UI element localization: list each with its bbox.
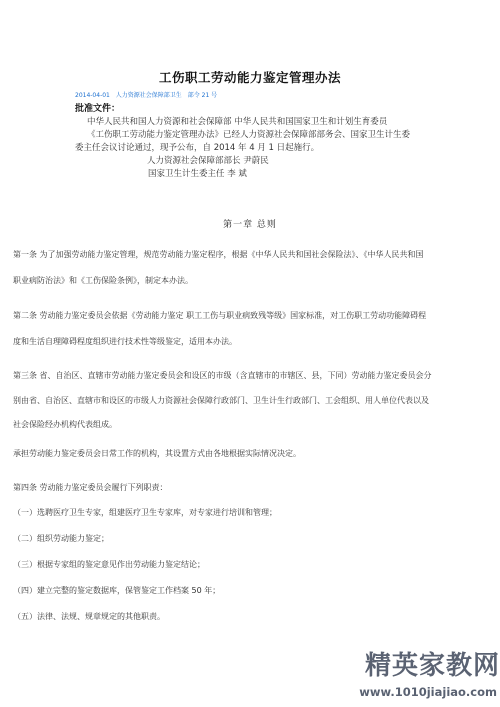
meta-date: 2014-04-01 <box>75 92 110 99</box>
approval-line: 委主任会议讨论通过，现予公布，自 2014 年 4 月 1 日起施行。 <box>75 143 320 153</box>
paragraph-line: 度和生活自理障碍程度组织进行技术性等级鉴定，适用本办法。 <box>13 337 237 346</box>
paragraph-line: 社会保险经办机构代表组成。 <box>13 420 117 429</box>
paragraph-line: 第二条 劳动能力鉴定委员会依据《劳动能力鉴定 职工工伤与职业病致残等级》国家标准，对工伤职工劳动功能障碍程 <box>13 311 427 320</box>
meta-issuer[interactable]: 人力资源社会保障部卫生 <box>115 92 182 99</box>
paragraph-line: 第一条 为了加强劳动能力鉴定管理，规范劳动能力鉴定程序，根据《中华人民共和国社会保险法》、《中华人民共和国 <box>13 250 424 259</box>
document-meta <box>75 90 221 99</box>
meta-doc-no: 部令 21 号 <box>187 92 218 99</box>
approval-signature: 人力资源社会保障部部长 尹蔚民 <box>147 156 269 166</box>
document-title: 工伤职工劳动能力鉴定管理办法 <box>158 70 341 85</box>
paragraph-line: 承担劳动能力鉴定委员会日常工作的机构，其设置方式由各地根据实际情况决定。 <box>13 449 301 458</box>
watermark-site-name: 精英家教网 <box>364 651 500 681</box>
approval-signature: 国家卫生计生委主任 李 斌 <box>148 169 247 179</box>
paragraph-line: 职业病防治法》和《工伤保险条例》，制定本办法。 <box>13 276 193 285</box>
watermark-url: www.1010jiajiao.com <box>359 685 497 699</box>
list-item: （一）选聘医疗卫生专家，组建医疗卫生专家库，对专家进行培训和管理； <box>13 508 277 517</box>
approval-line: 《工伤职工劳动能力鉴定管理办法》已经人力资源社会保障部部务会、国家卫生计生委 <box>87 130 411 140</box>
paragraph-line: 别由省、自治区、直辖市和设区的市级人力资源社会保障行政部门、卫生计生行政部门、工会组织、用人单位代表以及 <box>13 396 429 405</box>
list-item: （三）根据专家组的鉴定意见作出劳动能力鉴定结论； <box>13 560 205 569</box>
paragraph-line: 第三条 省、自治区、直辖市劳动能力鉴定委员会和设区的市级（含直辖市的市辖区、县，下同）劳动能力鉴定委员会分 <box>13 371 432 380</box>
approval-heading: 批准文件： <box>75 104 121 114</box>
paragraph-line: 第四条 劳动能力鉴定委员会履行下列职责： <box>13 483 168 492</box>
list-item: （五）法律、法规、规章规定的其他职责。 <box>13 612 165 621</box>
list-item: （四）建立完整的鉴定数据库，保管鉴定工作档案 50 年； <box>13 586 221 595</box>
list-item: （二）组织劳动能力鉴定； <box>13 534 109 543</box>
approval-line: 中华人民共和国人力资源和社会保障部 中华人民共和国国家卫生和计划生育委员 <box>87 117 388 127</box>
chapter-heading: 第一章 总则 <box>223 220 277 230</box>
